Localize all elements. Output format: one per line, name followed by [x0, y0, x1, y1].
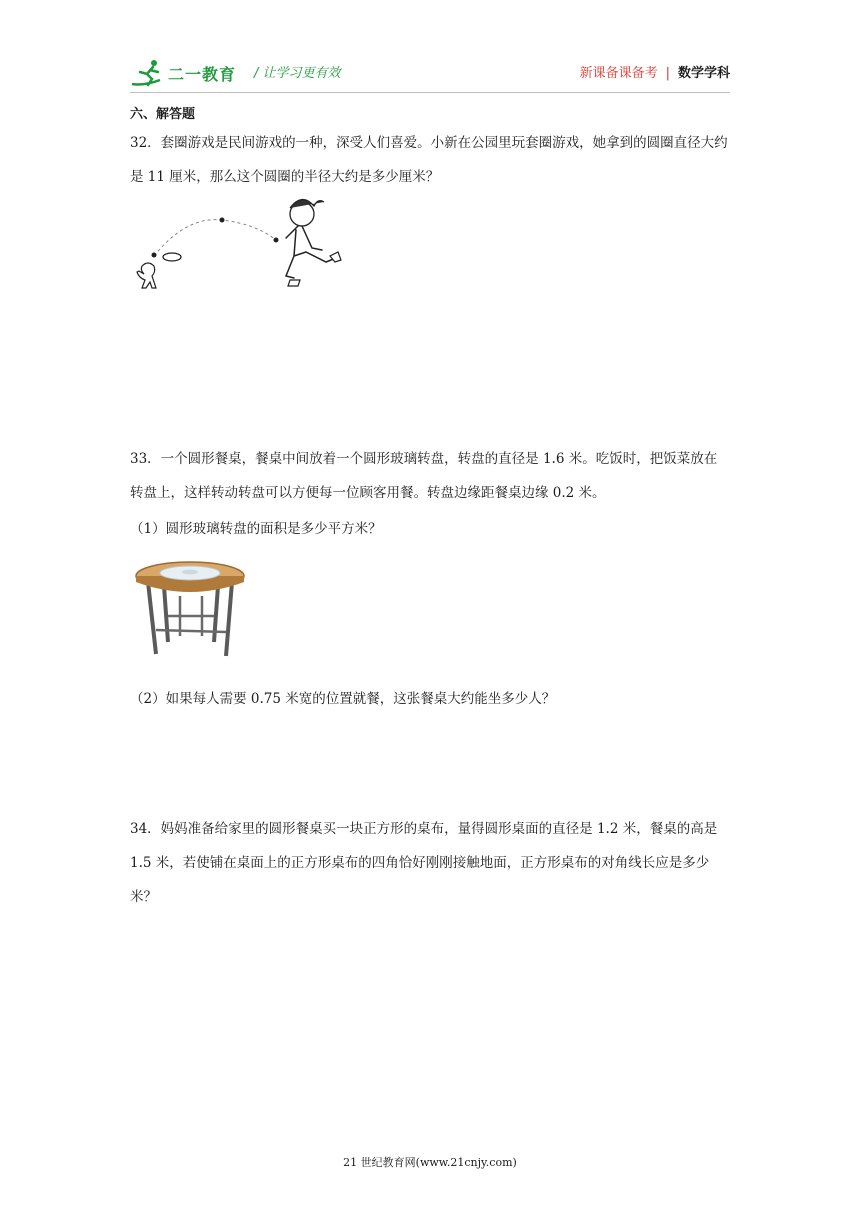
header-subject-label: 数学学科 — [677, 66, 730, 81]
page-footer: 21 世纪教育网(www.21cnjy.com) — [343, 1156, 517, 1169]
logo-text: 二一教育 — [168, 65, 237, 84]
header-divider — [130, 92, 730, 93]
question-33-part-2: （2）如果每人需要 0.75 米宽的位置就餐，这张餐桌大约能坐多少人？ — [130, 691, 556, 707]
page-header — [130, 56, 730, 88]
slogan: / 让学习更有效 — [254, 66, 341, 81]
question-34: 34．妈妈准备给家里的圆形餐桌买一块正方形的桌布，量得圆形桌面的直径是 1.2 米，餐桌的高是 1.5 米，若使铺在桌面上的正方形桌布的四角恰好刚刚接触地面，正方形桌布的对角线长应是多少米？ — [130, 821, 718, 905]
section-title: 六、解答题 — [130, 107, 196, 122]
ring-toss-illustration — [126, 196, 362, 306]
header-course-label: 新课备课备考 — [579, 66, 658, 81]
header-separator: | — [665, 66, 670, 81]
question-32: 32．套圈游戏是民间游戏的一种，深受人们喜爱。小新在公园里玩套圈游戏，她拿到的圆圈直径大约是 11 厘米，那么这个圆圈的半径大约是多少厘米？ — [130, 135, 728, 185]
question-33: 33．一个圆形餐桌，餐桌中间放着一个圆形玻璃转盘，转盘的直径是 1.6 米。吃饭时，把饭菜放在转盘上，这样转动转盘可以方便每一位顾客用餐。转盘边缘距餐桌边缘 0.2 米。 — [130, 451, 718, 501]
header-subject — [580, 62, 730, 81]
round-table-photo — [132, 556, 250, 666]
question-33-part-1: （1）圆形玻璃转盘的面积是多少平方米？ — [130, 521, 382, 537]
